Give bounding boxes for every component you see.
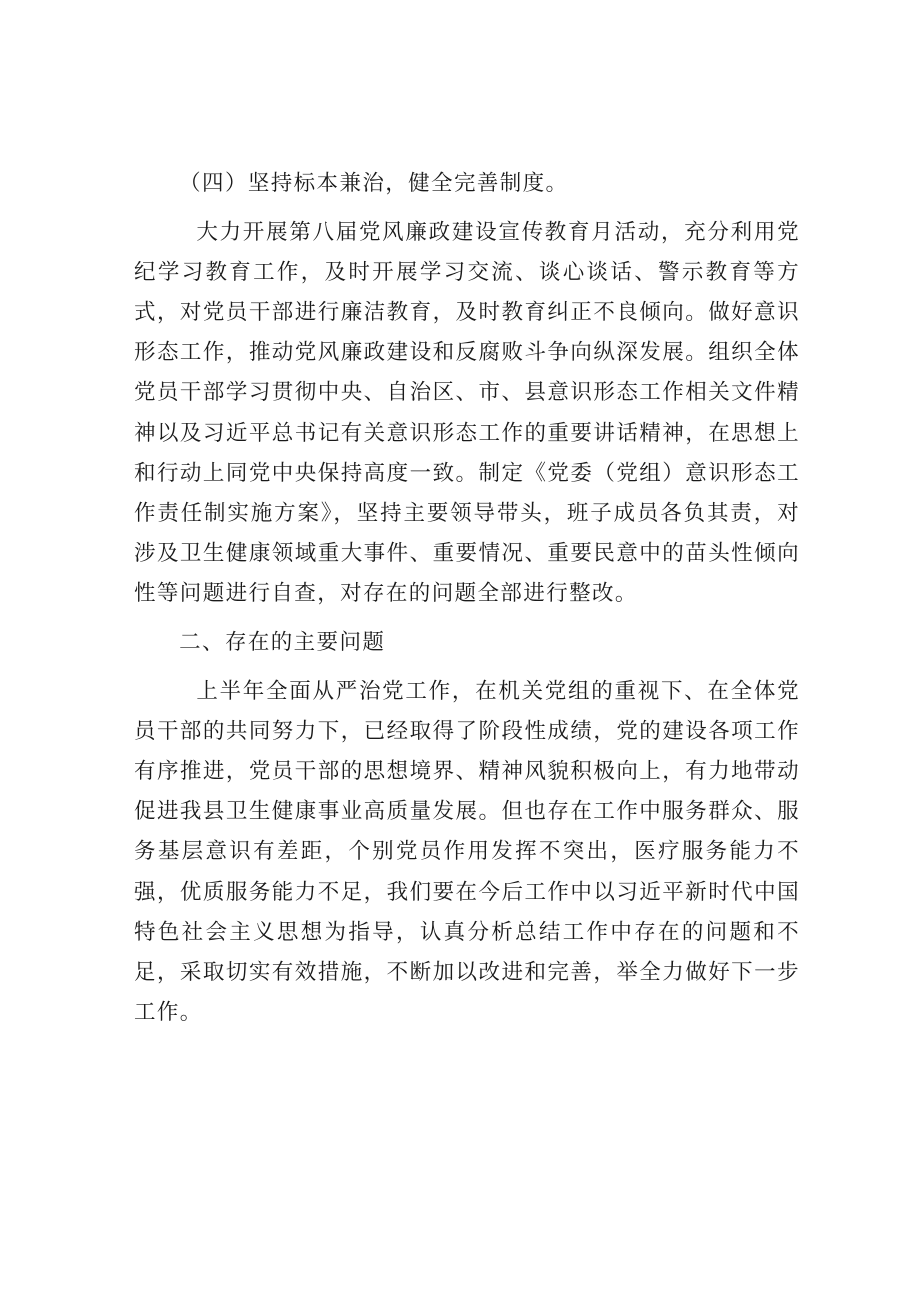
paragraph-main-problems: 上半年全面从严治党工作，在机关党组的重视下、在全体党员干部的共同努力下，已经取得了阶段性成绩，党的建设各项工作有序推进，党员干部的思想境界、精神风貌积极向上，有力地带动促进我县卫生健康事业高质量发展。但也存在工作中服务群众、服务基层意识有差距，个别党员作用发挥不突出，医疗服务能力不强，优质服务能力不足，我们要在今后工作中以习近平新时代中国特色社会主义思想为指导，认真分析总结工作中存在的问题和不足，采取切实有效措施，不断加以改进和完善，举全力做好下一步工作。 [134, 678, 800, 1026]
paragraph-party-conduct: 大力开展第八届党风廉政建设宣传教育月活动，充分利用党纪学习教育工作，及时开展学习交流、谈心谈话、警示教育等方式，对党员干部进行廉洁教育，及时教育纠正不良倾向。做好意识形态工作，推动党风廉政建设和反腐败斗争向纵深发展。组织全体党员干部学习贯彻中央、自治区、市、县意识形态工作相关文件精神以及习近平总书记有关意识形态工作的重要讲话精神，在思想上和行动上同党中央保持高度一致。制定《党委（党组）意识形态工作责任制实施方案》，坚持主要领导带头，班子成员各负其责，对涉及卫生健康领域重大事件、重要情况、重要民意中的苗头性倾向性等问题进行自查，对存在的问题全部进行整改。 [134, 219, 800, 607]
chapter-heading: 二、存在的主要问题 [179, 630, 386, 656]
document-body [134, 164, 800, 1042]
section-heading: （四）坚持标本兼治，健全完善制度。 [179, 171, 569, 196]
